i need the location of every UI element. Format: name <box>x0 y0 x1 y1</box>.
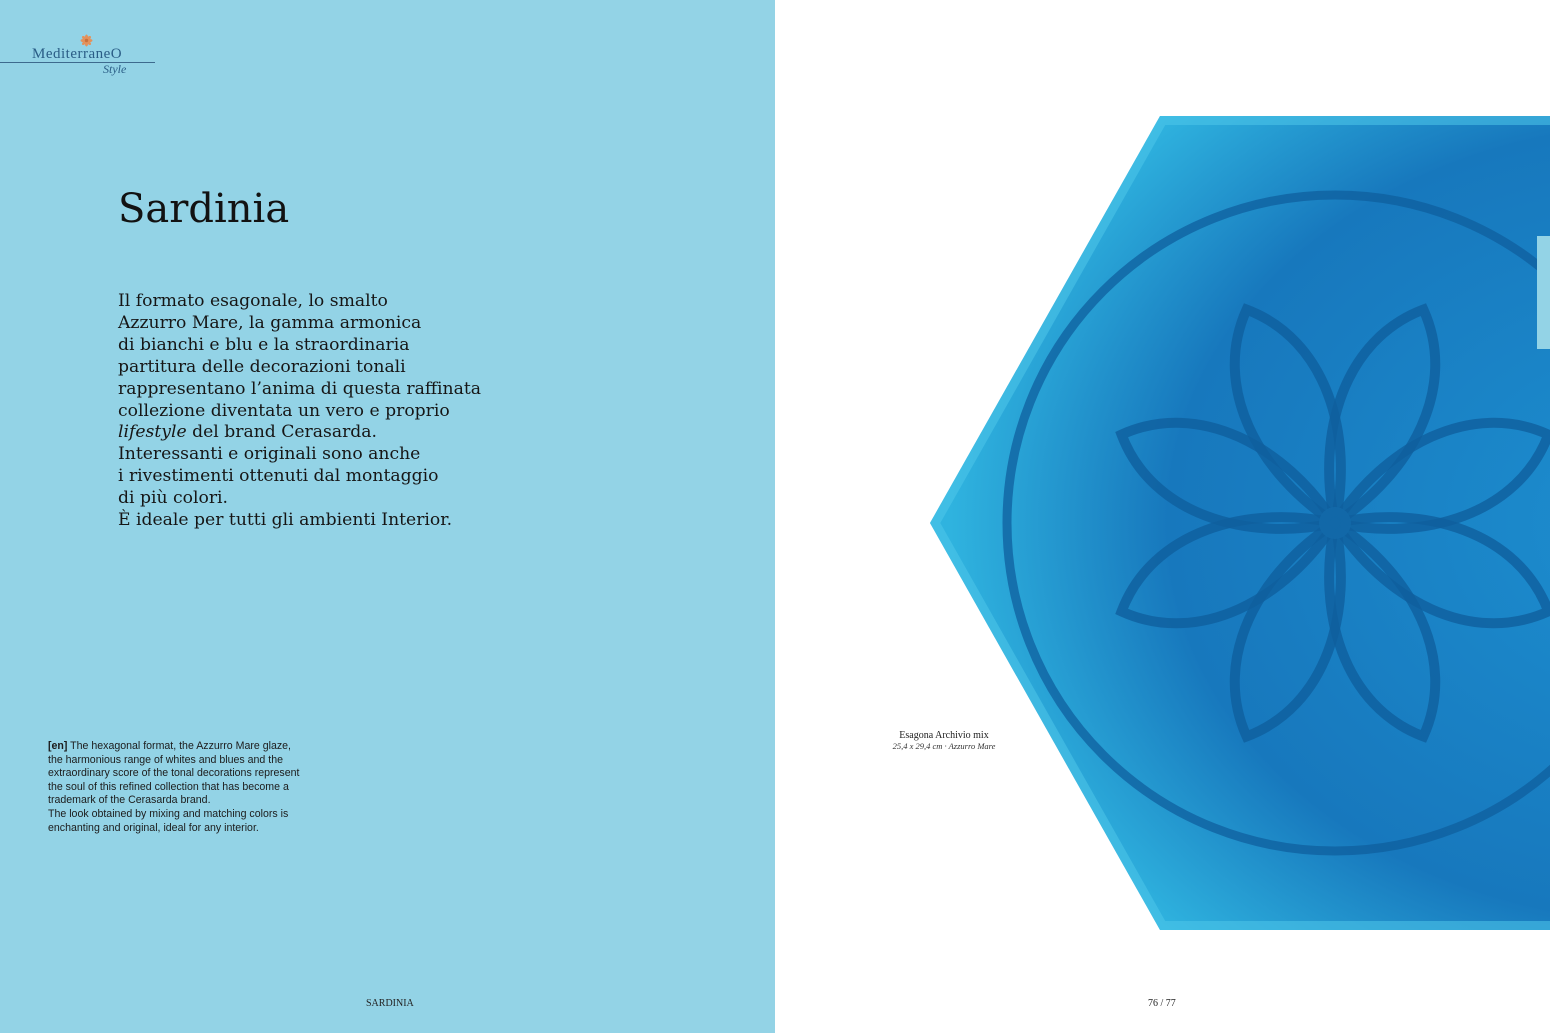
description-line: Il formato esagonale, lo smalto <box>118 291 388 311</box>
description-line: partitura delle decorazioni tonali <box>118 356 406 377</box>
edge-tab-marker <box>1537 236 1550 349</box>
page-numbers: 76 / 77 <box>1148 998 1176 1009</box>
tile-caption <box>890 730 998 751</box>
english-line <box>48 740 338 754</box>
description-line: Interessanti e originali sono anche <box>118 444 421 465</box>
english-line: the harmonious range of whites and blues and the <box>48 753 283 766</box>
description-line: È ideale per tutti gli ambienti Interior. <box>118 510 453 531</box>
description-line: di bianchi e blu e la straordinaria <box>118 334 410 355</box>
description-line <box>118 422 478 444</box>
caption-size: 25,4 x 29,4 cm · Azzurro Mare <box>892 741 996 751</box>
description-line: collezione diventata un vero e proprio <box>118 400 450 421</box>
tile-center <box>1319 507 1351 539</box>
english-line: enchanting and original, ideal for any interior. <box>48 821 259 834</box>
english-description <box>48 740 338 835</box>
description-line: rappresentano l’anima di questa raffinata <box>118 378 482 399</box>
description-line: i rivestimenti ottenuti dal montaggio <box>118 466 439 487</box>
english-line-rest: The hexagonal format, the Azzurro Mare glaze, <box>67 740 291 752</box>
description-line: di più colori. <box>118 488 228 509</box>
page-title: Sardinia <box>118 186 290 232</box>
italian-description <box>118 291 482 532</box>
english-line: extraordinary score of the tonal decorations represent <box>48 767 300 780</box>
description-line: Azzurro Mare, la gamma armonica <box>118 312 422 333</box>
caption-title: Esagona Archivio mix <box>899 730 989 741</box>
english-line: The look obtained by mixing and matching colors is <box>48 807 289 820</box>
lifestyle-emphasis: lifestyle <box>118 422 187 443</box>
logo-rule <box>0 62 155 63</box>
logo-wordmark: MediterraneO <box>32 46 123 62</box>
hexagon-flower-tile-icon <box>775 0 1550 1033</box>
brand-logo <box>0 32 160 82</box>
right-page <box>775 0 1550 1033</box>
section-footer: SARDINIA <box>366 998 414 1009</box>
description-line-rest: del brand Cerasarda. <box>186 422 378 443</box>
language-tag: [en] <box>48 740 68 752</box>
logo-subtitle: Style <box>103 62 127 76</box>
english-line: trademark of the Cerasarda brand. <box>48 794 211 807</box>
english-line: the soul of this refined collection that has become a <box>48 780 289 793</box>
